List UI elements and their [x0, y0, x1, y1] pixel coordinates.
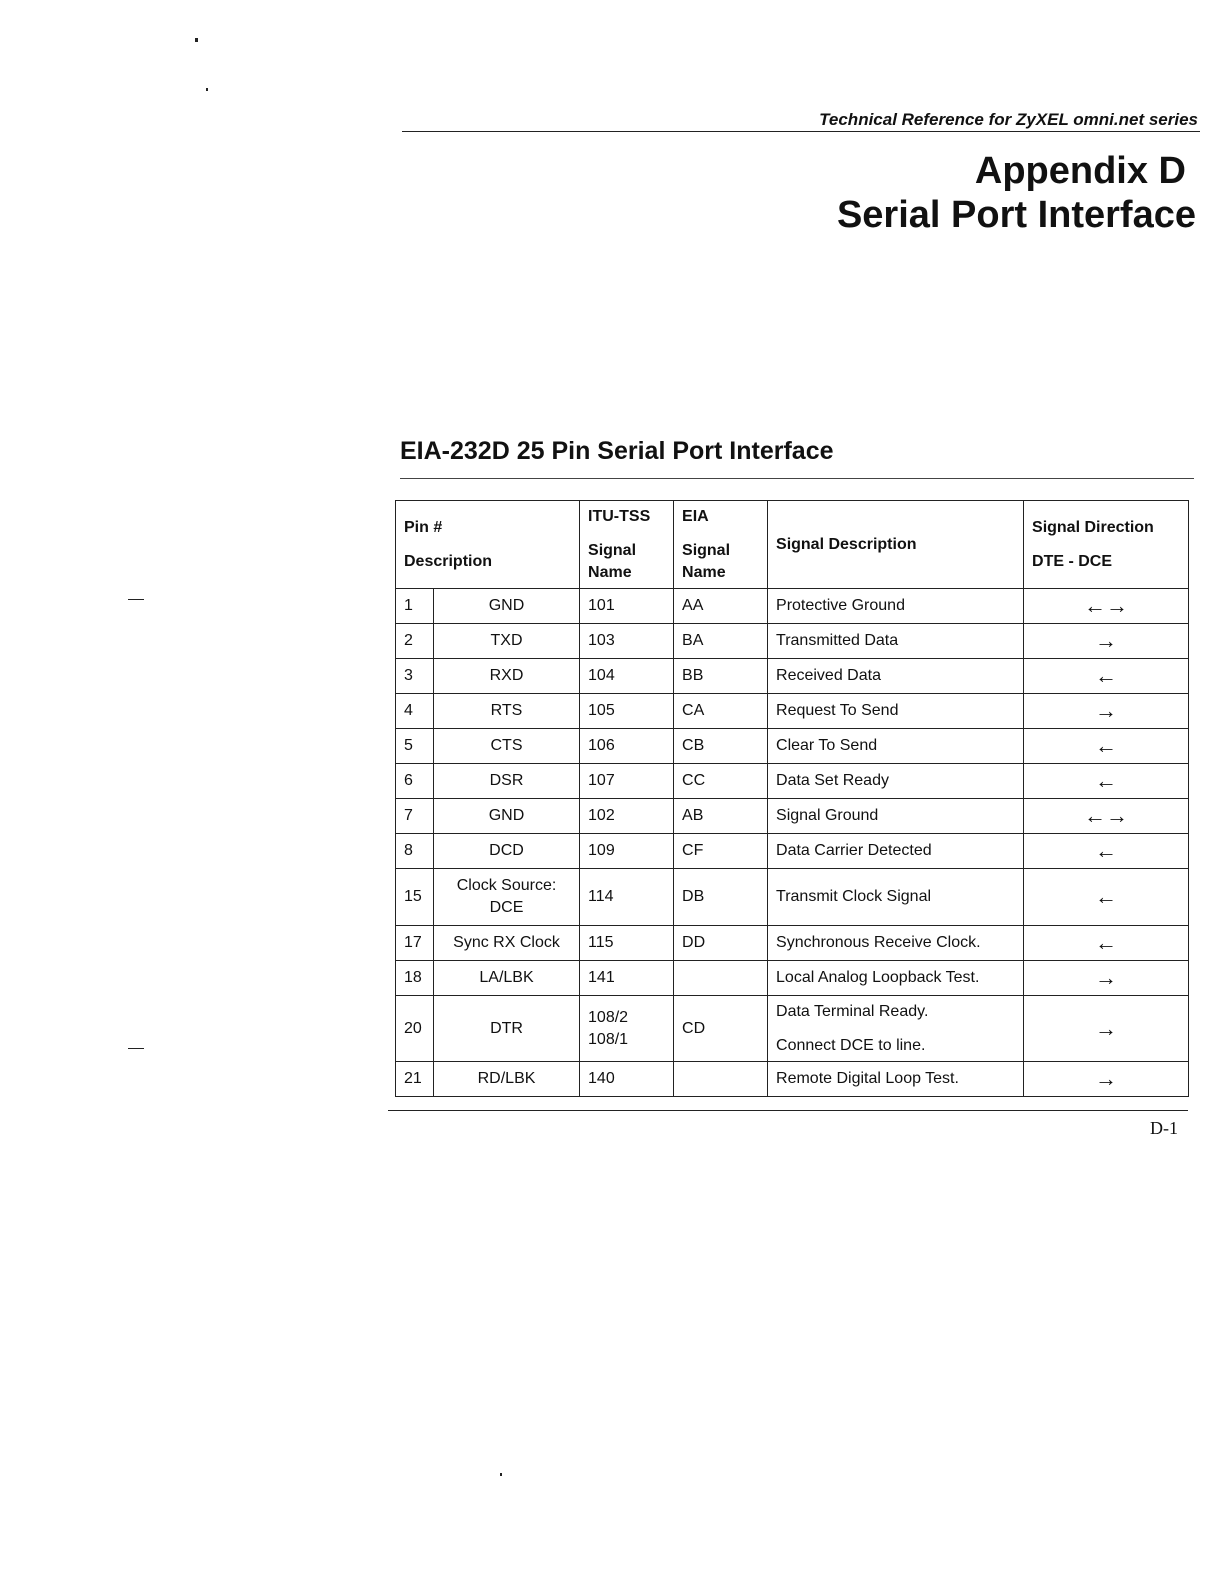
scan-speck	[128, 599, 144, 600]
signal-cell: Clear To Send	[768, 729, 1024, 764]
description-line1: Clock Source:	[456, 877, 557, 894]
description-cell	[434, 869, 580, 926]
itu-cell: 104	[580, 659, 674, 694]
eia-cell: AA	[674, 589, 768, 624]
scan-speck	[500, 1473, 502, 1476]
itu-cell: 107	[580, 764, 674, 799]
pin-cell: 1	[396, 589, 434, 624]
scan-speck	[195, 38, 198, 42]
eia-cell: CF	[674, 834, 768, 869]
pin-cell: 15	[396, 869, 434, 926]
eia-cell: BA	[674, 624, 768, 659]
description-cell: DTR	[434, 996, 580, 1062]
running-header: Technical Reference for ZyXEL omni.net series	[819, 110, 1198, 129]
direction-cell: →	[1024, 961, 1189, 996]
description-cell: DCD	[434, 834, 580, 869]
itu-header-line1: ITU-TSS	[588, 507, 651, 525]
appendix-title: Appendix D	[974, 150, 1186, 192]
table-row	[396, 961, 1189, 996]
description-cell: Sync RX Clock	[434, 926, 580, 961]
pin-table	[395, 500, 1189, 1097]
table-row	[396, 1062, 1189, 1097]
table-row	[396, 589, 1189, 624]
direction-cell: ←→	[1024, 589, 1189, 624]
itu-cell: 140	[580, 1062, 674, 1097]
itu-cell: 102	[580, 799, 674, 834]
itu-cell: 105	[580, 694, 674, 729]
direction-cell: ←	[1024, 926, 1189, 961]
itu-cell: 115	[580, 926, 674, 961]
signal-cell: Transmit Clock Signal	[768, 869, 1024, 926]
direction-cell: →	[1024, 1062, 1189, 1097]
table-row	[396, 729, 1189, 764]
table-row	[396, 834, 1189, 869]
pin-cell: 18	[396, 961, 434, 996]
eia-header-line2: Signal	[682, 541, 731, 559]
direction-cell: ←	[1024, 764, 1189, 799]
itu-cell: 103	[580, 624, 674, 659]
direction-cell: →	[1024, 694, 1189, 729]
table-row	[396, 694, 1189, 729]
signal-cell	[768, 996, 1024, 1062]
scan-speck	[128, 1048, 144, 1049]
signal-line1: Data Terminal Ready.	[776, 1002, 929, 1020]
page-number: D-1	[1150, 1118, 1178, 1138]
description-cell: GND	[434, 799, 580, 834]
pin-description-header	[396, 501, 580, 589]
table-row	[396, 659, 1189, 694]
itu-cell	[580, 996, 674, 1062]
signal-cell: Local Analog Loopback Test.	[768, 961, 1024, 996]
signal-cell: Signal Ground	[768, 799, 1024, 834]
signal-direction-header	[1024, 501, 1189, 589]
itu-cell: 109	[580, 834, 674, 869]
eia-cell: CD	[674, 996, 768, 1062]
description-header-label: Description	[404, 552, 493, 570]
eia-header	[674, 501, 768, 589]
pin-cell: 7	[396, 799, 434, 834]
table-row	[396, 764, 1189, 799]
table-row	[396, 799, 1189, 834]
signal-cell: Request To Send	[768, 694, 1024, 729]
eia-header-line1: EIA	[682, 507, 709, 525]
signal-cell: Synchronous Receive Clock.	[768, 926, 1024, 961]
signal-description-header: Signal Description	[768, 501, 1024, 589]
direction-cell: ←	[1024, 729, 1189, 764]
eia-cell: BB	[674, 659, 768, 694]
table-row	[396, 624, 1189, 659]
table-header-row	[396, 501, 1189, 589]
itu-cell: 101	[580, 589, 674, 624]
eia-cell: DD	[674, 926, 768, 961]
eia-cell: CB	[674, 729, 768, 764]
eia-cell	[674, 1062, 768, 1097]
heading-rule	[400, 478, 1194, 479]
eia-cell: DB	[674, 869, 768, 926]
description-cell: DSR	[434, 764, 580, 799]
table-heading: EIA-232D 25 Pin Serial Port Interface	[400, 437, 834, 465]
eia-cell	[674, 961, 768, 996]
description-cell: CTS	[434, 729, 580, 764]
description-cell: RXD	[434, 659, 580, 694]
header-rule	[402, 131, 1200, 132]
direction-cell: →	[1024, 996, 1189, 1062]
eia-header-line3: Name	[682, 563, 726, 581]
eia-cell: AB	[674, 799, 768, 834]
signal-cell: Transmitted Data	[768, 624, 1024, 659]
signal-cell: Protective Ground	[768, 589, 1024, 624]
pin-cell: 5	[396, 729, 434, 764]
pin-cell: 4	[396, 694, 434, 729]
pin-cell: 6	[396, 764, 434, 799]
pin-cell: 21	[396, 1062, 434, 1097]
eia-cell: CA	[674, 694, 768, 729]
itu-header-line3: Name	[588, 563, 632, 581]
scan-speck	[206, 88, 208, 91]
direction-cell: →	[1024, 624, 1189, 659]
signal-cell: Data Set Ready	[768, 764, 1024, 799]
table-row	[396, 996, 1189, 1062]
pin-header-label: Pin #	[404, 518, 443, 536]
description-cell: GND	[434, 589, 580, 624]
table-row	[396, 869, 1189, 926]
direction-cell: ←	[1024, 869, 1189, 926]
itu-cell: 106	[580, 729, 674, 764]
signal-cell: Received Data	[768, 659, 1024, 694]
description-cell: RTS	[434, 694, 580, 729]
pin-cell: 2	[396, 624, 434, 659]
itu-header-line2: Signal	[588, 541, 637, 559]
itu-line1: 108/2	[588, 1008, 629, 1026]
signal-cell: Data Carrier Detected	[768, 834, 1024, 869]
pin-cell: 8	[396, 834, 434, 869]
pin-cell: 20	[396, 996, 434, 1062]
table-row	[396, 926, 1189, 961]
pin-cell: 17	[396, 926, 434, 961]
eia-cell: CC	[674, 764, 768, 799]
pin-cell: 3	[396, 659, 434, 694]
direction-cell: ←	[1024, 834, 1189, 869]
itu-cell: 114	[580, 869, 674, 926]
description-cell: RD/LBK	[434, 1062, 580, 1097]
itu-header	[580, 501, 674, 589]
description-cell: LA/LBK	[434, 961, 580, 996]
itu-line2: 108/1	[588, 1030, 629, 1048]
direction-cell: ←	[1024, 659, 1189, 694]
itu-cell: 141	[580, 961, 674, 996]
footer-rule	[388, 1110, 1188, 1111]
direction-header-line2: DTE - DCE	[1032, 552, 1113, 570]
section-title: Serial Port Interface	[836, 194, 1196, 236]
signal-line2: Connect DCE to line.	[776, 1036, 926, 1054]
signal-cell: Remote Digital Loop Test.	[768, 1062, 1024, 1097]
description-line2: DCE	[489, 899, 524, 916]
direction-header-line1: Signal Direction	[1032, 518, 1154, 536]
description-cell: TXD	[434, 624, 580, 659]
direction-cell: ←→	[1024, 799, 1189, 834]
